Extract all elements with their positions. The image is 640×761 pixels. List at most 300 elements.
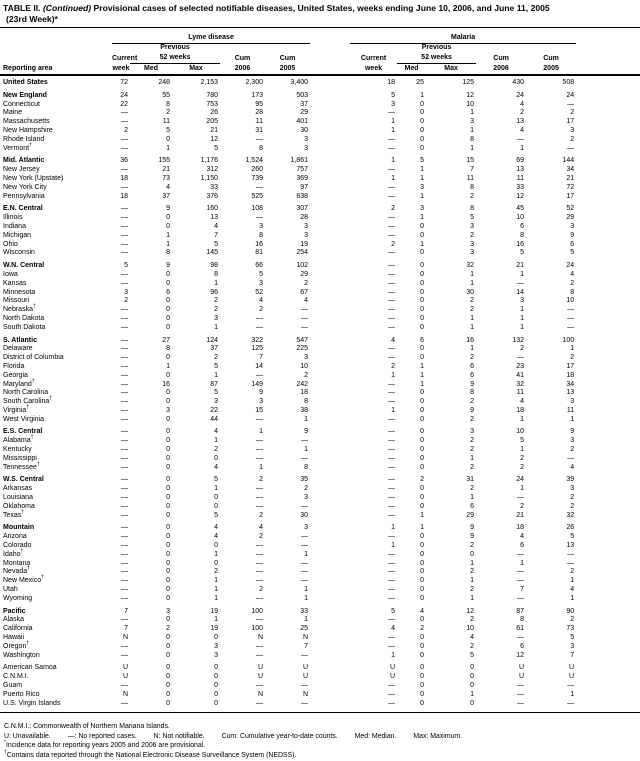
data-cell: 100 (251, 607, 263, 615)
data-cell: — (388, 380, 396, 388)
col-header-52weeks: 52 weeks (130, 53, 220, 64)
data-cell: 739 (251, 174, 263, 182)
column-gap (310, 175, 350, 184)
data-cell: 3 (570, 398, 575, 406)
data-cell: 2 (570, 279, 575, 287)
footnote-provisional: *Incidence data for reporting years 2005 and 2006 are provisional. (4, 739, 206, 750)
data-cell: 37 (162, 192, 170, 200)
data-cell: 125 (251, 345, 263, 353)
data-cell: — (567, 323, 575, 331)
data-cell: — (388, 690, 396, 698)
dagger-symbol: † (20, 548, 24, 555)
data-cell: 638 (296, 192, 309, 200)
data-cell: 17 (566, 192, 575, 200)
data-cell: 312 (206, 166, 218, 174)
data-cell: 1 (420, 192, 425, 200)
data-cell: 66 (255, 262, 263, 270)
table-row (0, 193, 640, 202)
column-gap (310, 437, 350, 446)
column-gap (310, 372, 350, 381)
data-cell: 547 (296, 336, 309, 344)
group-header-lyme: Lyme disease (112, 30, 310, 44)
data-cell: 2 (470, 192, 475, 200)
data-cell: — (121, 144, 128, 152)
data-cell: 0 (420, 594, 425, 602)
data-cell: — (388, 616, 396, 624)
data-cell: 173 (251, 91, 263, 99)
dagger-symbol: † (26, 640, 30, 647)
data-cell: 2 (391, 205, 396, 213)
data-cell: 0 (166, 559, 170, 567)
table-row (0, 249, 640, 258)
data-cell: 2 (470, 463, 475, 471)
table-row (0, 372, 640, 381)
data-cell: 5 (166, 126, 170, 134)
data-cell: 8 (304, 398, 309, 406)
data-cell: 2 (304, 279, 309, 287)
reporting-area-cell: New York (Upstate) (3, 174, 64, 182)
filler-cell (576, 193, 640, 202)
data-cell: 0 (420, 485, 425, 493)
data-cell: — (121, 533, 128, 541)
data-cell: — (256, 135, 263, 143)
data-cell: — (256, 542, 263, 550)
filler-cell (576, 262, 640, 271)
filler-cell (576, 616, 640, 625)
filler-cell (576, 437, 640, 446)
data-cell: 2 (470, 485, 475, 493)
reporting-area-cell: Florida (3, 362, 25, 370)
data-cell: 6 (520, 642, 525, 650)
data-cell: — (256, 485, 263, 493)
data-cell: 1 (470, 559, 475, 567)
data-cell: — (517, 494, 525, 502)
data-cell: — (121, 682, 128, 689)
column-gap (310, 262, 350, 271)
data-cell: 4 (420, 607, 425, 615)
data-cell: 1 (420, 91, 425, 99)
col-header-2006: 2006 (234, 65, 251, 73)
data-cell: 0 (420, 533, 425, 541)
col-header-cum: Cum (279, 54, 296, 62)
table-row (0, 324, 640, 333)
column-gap (310, 354, 350, 363)
data-cell: 0 (420, 389, 425, 397)
data-cell: 1 (166, 240, 170, 248)
data-cell: 16 (466, 336, 475, 344)
data-cell: 0 (470, 550, 475, 558)
data-cell: 4 (570, 270, 575, 278)
filler-cell (576, 407, 640, 416)
data-cell: 35 (300, 476, 309, 484)
data-cell: — (121, 249, 128, 257)
table-row (0, 691, 640, 700)
data-cell: 376 (206, 192, 218, 200)
data-cell: 5 (470, 651, 475, 659)
data-cell: 25 (300, 625, 309, 633)
data-cell: — (517, 354, 525, 362)
data-cell: 1 (570, 345, 575, 353)
data-cell: — (121, 279, 128, 287)
data-cell: 2 (470, 306, 475, 314)
reporting-area-cell: Alabama† (3, 434, 34, 445)
filler-cell (576, 381, 640, 390)
col-header-week: week (112, 65, 130, 73)
data-cell: 16 (162, 380, 170, 388)
data-cell: — (121, 454, 128, 462)
data-cell: 0 (420, 550, 425, 558)
reporting-area-cell: Arizona (3, 533, 27, 541)
data-cell: 2 (124, 297, 128, 305)
data-cell: — (121, 306, 128, 314)
data-cell: 81 (255, 249, 263, 257)
data-cell: 0 (420, 454, 425, 462)
table-row (0, 437, 640, 446)
column-gap (310, 75, 350, 88)
data-cell: 0 (420, 398, 425, 406)
data-cell: 5 (391, 607, 396, 615)
data-cell: 5 (214, 240, 218, 248)
data-cell: 95 (255, 100, 263, 108)
dagger-symbol: † (32, 303, 36, 310)
data-cell: 0 (166, 673, 170, 681)
data-cell: — (517, 634, 525, 642)
data-cell: — (388, 550, 396, 558)
data-cell: — (256, 415, 263, 423)
data-cell: 21 (162, 166, 170, 174)
data-cell: — (388, 306, 396, 314)
filler-cell (576, 363, 640, 372)
reporting-area-cell: California (3, 625, 33, 633)
data-cell: 32 (466, 262, 475, 270)
data-cell: 1 (214, 586, 218, 594)
data-cell: 29 (300, 109, 309, 117)
data-cell: 2,300 (245, 79, 263, 86)
data-cell: 2 (570, 354, 575, 362)
reporting-area-cell: Minnesota (3, 288, 36, 296)
table-row (0, 652, 640, 661)
dagger-symbol: † (26, 404, 29, 411)
data-cell: 24 (566, 262, 575, 270)
data-cell: — (388, 437, 396, 445)
reporting-area-cell: Nebraska† (3, 303, 36, 314)
filler-cell (576, 464, 640, 473)
data-cell: 8 (470, 389, 475, 397)
data-cell: 11 (466, 174, 475, 182)
data-cell: 1 (391, 371, 396, 379)
column-gap (310, 664, 350, 673)
reporting-area-cell: Vermont† (3, 142, 32, 152)
data-cell: 3 (470, 222, 475, 230)
data-cell: 12 (466, 91, 475, 99)
column-gap (310, 428, 350, 437)
data-cell: 0 (420, 446, 425, 454)
data-cell: — (388, 594, 396, 602)
data-cell: 1 (470, 494, 475, 502)
data-cell: 10 (516, 214, 525, 222)
table-row (0, 551, 640, 560)
data-cell: 1 (420, 240, 425, 248)
data-cell: — (256, 214, 263, 222)
reporting-area-cell: North Carolina (3, 389, 49, 397)
data-cell: 1 (420, 511, 425, 519)
data-cell: 17 (566, 118, 575, 126)
data-cell: 55 (162, 91, 170, 99)
reporting-area-cell: Mississippi (3, 454, 37, 462)
filler-cell (576, 673, 640, 682)
data-cell: 13 (516, 166, 525, 174)
data-cell: 525 (251, 192, 263, 200)
data-cell: 31 (255, 126, 263, 134)
data-cell: 0 (420, 415, 425, 423)
reporting-area-cell: New Mexico† (3, 574, 44, 585)
data-cell: 10 (466, 100, 475, 108)
data-cell: 32 (566, 511, 575, 519)
filler-cell (576, 109, 640, 118)
data-cell: — (388, 192, 396, 200)
data-cell: 1 (420, 371, 425, 379)
data-cell: — (121, 240, 128, 248)
data-cell: 1,861 (290, 157, 309, 165)
data-cell: 508 (562, 79, 575, 86)
data-cell: 3 (470, 249, 475, 257)
data-cell: — (388, 297, 396, 305)
data-cell: 33 (516, 183, 525, 191)
column-gap (310, 398, 350, 407)
data-cell: 39 (566, 476, 575, 484)
data-cell: 1,150 (200, 174, 218, 182)
reporting-area-cell: New England (3, 91, 47, 99)
data-cell: 4 (391, 336, 396, 344)
data-cell: 3 (214, 651, 218, 659)
data-cell: 18 (516, 524, 525, 532)
table-row (0, 271, 640, 280)
table-row (0, 485, 640, 494)
data-cell: 38 (300, 406, 309, 414)
reporting-area-cell: Idaho† (3, 548, 24, 558)
data-cell: 0 (420, 297, 425, 305)
reporting-area-cell: W.N. Central (3, 262, 45, 270)
data-cell: — (256, 437, 263, 445)
data-cell: 12 (210, 135, 218, 143)
data-cell: 34 (566, 380, 575, 388)
data-cell: 0 (166, 314, 170, 322)
dagger-symbol: † (49, 395, 53, 402)
data-cell: 3 (420, 205, 425, 213)
filler-cell (576, 551, 640, 560)
data-cell: 1 (391, 651, 396, 659)
data-cell: 5 (214, 476, 218, 484)
data-cell: 1 (520, 323, 525, 331)
data-cell: — (388, 476, 396, 484)
data-cell: 2 (570, 502, 575, 510)
reporting-area-cell: District of Columbia (3, 354, 64, 362)
col-header-52weeks: 52 weeks (397, 53, 476, 64)
data-cell: 100 (251, 625, 263, 633)
data-cell: — (121, 542, 128, 550)
data-cell: 97 (300, 183, 309, 191)
col-header-med: Med (404, 65, 419, 73)
column-gap (310, 455, 350, 464)
data-cell: 8 (520, 231, 525, 239)
data-cell: 10 (466, 625, 475, 633)
data-cell: — (301, 454, 309, 462)
data-cell: 0 (420, 288, 425, 296)
data-cell: 1 (520, 306, 525, 314)
data-cell: — (121, 231, 128, 239)
data-cell: 18 (120, 192, 128, 200)
data-cell: 0 (166, 577, 170, 585)
table-row (0, 542, 640, 551)
column-gap (310, 673, 350, 682)
data-cell: 369 (296, 174, 309, 182)
data-cell: 0 (166, 586, 170, 594)
data-cell: 0 (420, 463, 425, 471)
reporting-area-cell: New York City (3, 183, 47, 191)
filler-cell (576, 476, 640, 485)
column-gap (310, 700, 350, 709)
filler-cell (576, 524, 640, 533)
data-cell: 125 (462, 79, 475, 86)
reporting-area-cell: Mountain (3, 524, 35, 532)
data-cell: — (567, 682, 575, 689)
data-cell: 3 (304, 354, 309, 362)
reporting-area-cell: Oregon† (3, 640, 30, 650)
filler-cell (576, 306, 640, 315)
dagger-symbol: † (4, 749, 7, 756)
data-cell: 0 (166, 297, 170, 305)
data-cell: 0 (420, 345, 425, 353)
data-cell: 5 (520, 249, 525, 257)
data-cell: 0 (166, 398, 170, 406)
data-cell: 3 (570, 437, 575, 445)
footnotes (0, 712, 640, 760)
data-cell: 2 (470, 231, 475, 239)
data-cell: 2 (259, 533, 263, 541)
filler-cell (576, 297, 640, 306)
data-cell: 9 (166, 205, 170, 213)
data-cell: — (388, 533, 396, 541)
data-cell: 4 (304, 297, 309, 305)
data-cell: 15 (255, 406, 263, 414)
data-cell: 1 (214, 594, 218, 602)
filler-cell (576, 503, 640, 512)
data-cell: 260 (251, 166, 263, 174)
data-cell: 4 (214, 463, 218, 471)
filler-cell (576, 271, 640, 280)
data-cell: 254 (296, 249, 309, 257)
column-gap (310, 249, 350, 258)
table-row (0, 634, 640, 643)
data-cell: — (121, 314, 128, 322)
data-cell: 13 (210, 214, 218, 222)
data-cell: — (121, 446, 128, 454)
table-row (0, 136, 640, 145)
data-cell: — (121, 485, 128, 493)
filler-cell (576, 428, 640, 437)
col-header-2006: 2006 (493, 65, 509, 73)
data-cell: 0 (420, 100, 425, 108)
col-header-2005: 2005 (543, 65, 559, 73)
table-row (0, 223, 640, 232)
table-title (0, 0, 640, 28)
data-cell: — (517, 577, 525, 585)
data-cell: 12 (516, 192, 525, 200)
data-cell: — (121, 476, 128, 484)
filler-cell (576, 586, 640, 595)
column-gap (310, 616, 350, 625)
data-cell: 0 (166, 533, 170, 541)
table-row (0, 166, 640, 175)
data-cell: U (257, 664, 263, 672)
data-cell: 0 (420, 306, 425, 314)
data-cell: — (121, 415, 128, 423)
data-cell: 73 (162, 174, 170, 182)
data-cell: — (256, 494, 263, 502)
data-cell: 87 (210, 380, 218, 388)
filler-cell (576, 652, 640, 661)
data-cell: 2 (520, 345, 525, 353)
data-cell: 0 (166, 682, 170, 689)
data-cell: 1 (520, 415, 525, 423)
data-cell: 1 (520, 270, 525, 278)
column-gap (310, 381, 350, 390)
column-gap (310, 494, 350, 503)
data-cell: 0 (166, 664, 170, 672)
table-row (0, 109, 640, 118)
data-cell: 0 (214, 559, 218, 567)
data-cell: U (122, 664, 128, 672)
column-gap (310, 214, 350, 223)
filler-cell (576, 289, 640, 298)
data-cell: 3 (166, 607, 170, 615)
filler-cell (576, 249, 640, 258)
data-cell: — (388, 485, 396, 493)
reporting-area-cell: Kansas (3, 279, 27, 287)
filler-cell (576, 75, 640, 88)
filler-cell (576, 184, 640, 193)
data-cell: 3 (520, 297, 525, 305)
data-cell: 0 (214, 682, 218, 689)
data-cell: — (301, 651, 309, 659)
data-cell: U (389, 673, 396, 681)
data-cell: 19 (210, 607, 218, 615)
data-cell: — (567, 306, 575, 314)
data-cell: 0 (166, 437, 170, 445)
data-cell: 5 (570, 533, 575, 541)
data-cell: 11 (566, 406, 575, 414)
data-cell: 0 (166, 502, 170, 510)
data-cell: 2 (304, 371, 309, 379)
reporting-area-cell: American Samoa (3, 664, 57, 672)
data-cell: 2 (214, 297, 218, 305)
data-cell: — (388, 249, 396, 257)
data-cell: — (256, 651, 263, 659)
reporting-area-cell: South Dakota (3, 323, 46, 331)
data-cell: — (256, 323, 263, 331)
data-cell: 0 (470, 673, 475, 681)
table-row (0, 232, 640, 241)
data-cell: 1 (520, 144, 525, 152)
data-cell: — (567, 314, 575, 322)
data-cell: 5 (214, 362, 218, 370)
column-gap (310, 416, 350, 425)
filler-cell (576, 700, 640, 709)
data-cell: — (256, 594, 263, 602)
col-header-week: week (364, 65, 383, 73)
reporting-area-cell: Michigan (3, 231, 32, 239)
data-cell: 9 (166, 262, 170, 270)
